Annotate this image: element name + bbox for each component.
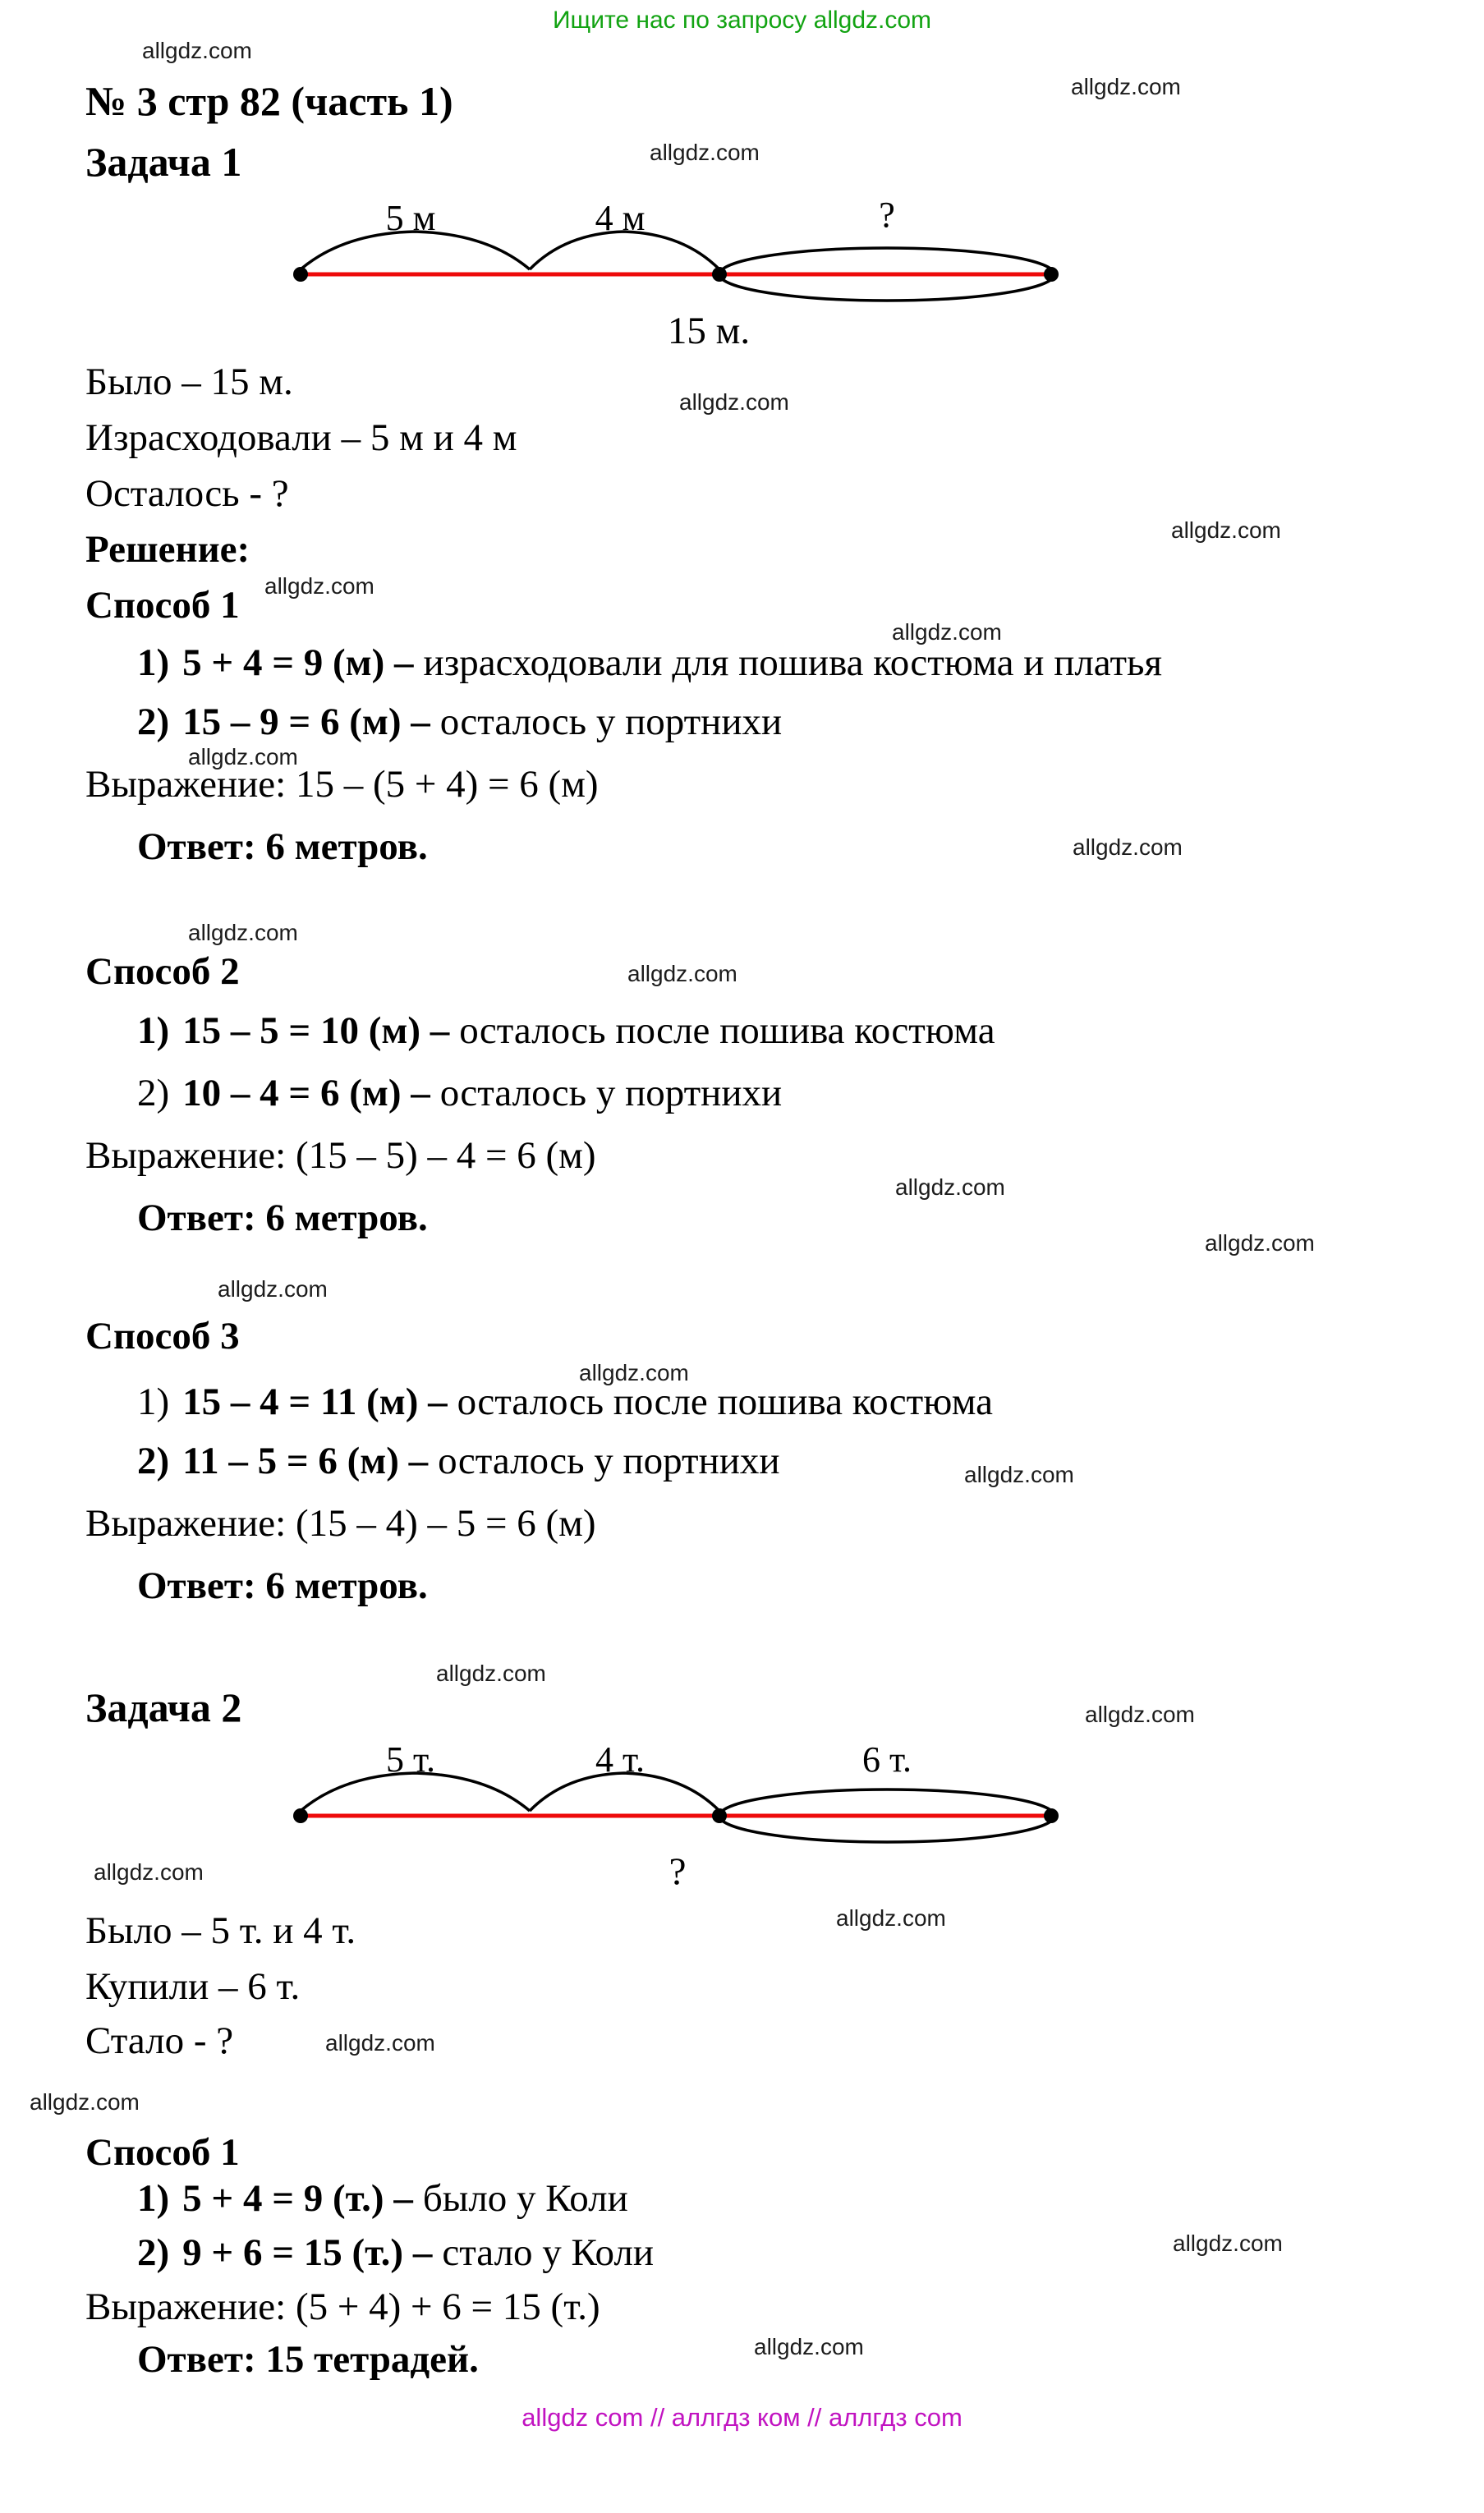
step-equation: 9 + 6 = 15 (т.) – [182,2231,433,2274]
step-equation: 11 – 5 = 6 (м) – [182,1440,429,1482]
expression-line: Выражение: 15 – (5 + 4) = 6 (м) [85,763,599,806]
step-number: 1) [137,1381,170,1423]
watermark: allgdz.com [579,1360,689,1385]
method-heading: Способ 1 [85,2131,240,2174]
step-description: осталось у портнихи [439,1072,783,1114]
midpoint-dot [712,1808,727,1823]
step-equation: 15 – 4 = 11 (м) – [182,1381,448,1423]
task1-total-label: 15 м. [667,310,751,352]
step-description: было у Коли [422,2177,628,2220]
given-line: Израсходовали – 5 м и 4 м [85,416,517,459]
method-heading: Способ 2 [85,950,240,993]
task2-segment2-label: 4 т. [595,1739,645,1780]
method-heading: Способ 1 [85,584,240,627]
method-heading: Способ 3 [85,1315,240,1358]
task1-segment3-label: ? [879,195,895,235]
watermark: allgdz.com [1071,74,1181,99]
step-number: 2) [137,1072,170,1114]
answer-line: Ответ: 15 тетрадей. [137,2338,479,2381]
expression-line: Выражение: (15 – 4) – 5 = 6 (м) [85,1502,596,1545]
watermark: allgdz.com [1205,1230,1315,1256]
step-line [137,1073,782,1115]
given-line: Было – 15 м. [85,361,293,403]
step-description: израсходовали для пошива костюма и платья [423,641,1163,684]
step-number: 1) [137,1009,170,1052]
watermark: allgdz.com [627,961,737,986]
step-equation: 5 + 4 = 9 (т.) – [182,2177,413,2220]
step-line [137,2232,654,2275]
task1-heading: Задача 1 [85,139,242,185]
task2-total-label: ? [668,1850,687,1893]
solution-label: Решение: [85,528,250,571]
step-equation: 10 – 4 = 6 (м) – [182,1072,430,1114]
step-number: 2) [137,1440,170,1482]
watermark: allgdz.com [142,38,252,63]
answer-line: Ответ: 6 метров. [137,825,428,868]
endpoint-dot [1044,1808,1059,1823]
given-line: Купили – 6 т. [85,1965,301,2008]
watermark: allgdz.com [1173,2230,1283,2256]
endpoint-dot [293,1808,308,1823]
step-equation: 5 + 4 = 9 (м) – [182,641,414,684]
watermark: allgdz.com [1073,834,1183,860]
watermark: allgdz.com [188,744,298,770]
watermark: allgdz.com [650,140,760,165]
step-line [137,1381,993,1424]
watermark: allgdz.com [754,2334,864,2359]
answer-line: Ответ: 6 метров. [137,1564,428,1607]
step-description: осталось у портнихи [439,701,783,743]
footer-search-terms: allgdz com // аллгдз ком // аллгдз com [521,2403,963,2432]
promo-banner: Ищите нас по запросу allgdz.com [552,7,932,34]
step-number: 2) [137,701,170,743]
step-description: осталось после пошива костюма [459,1009,995,1052]
step-description: осталось после пошива костюма [457,1381,993,1423]
watermark: allgdz.com [264,573,374,599]
watermark: allgdz.com [325,2030,435,2056]
watermark: allgdz.com [836,1905,946,1931]
given-line: Было – 5 т. и 4 т. [85,1909,356,1952]
watermark: allgdz.com [895,1174,1005,1200]
expression-line: Выражение: (15 – 5) – 4 = 6 (м) [85,1134,596,1177]
given-line: Осталось - ? [85,472,289,515]
task1-segment2-label: 4 м [595,198,646,238]
endpoint-dot [293,267,308,282]
task1-segment1-label: 5 м [385,198,436,238]
step-description: стало у Коли [442,2231,655,2274]
watermark: allgdz.com [218,1276,328,1302]
step-line [137,701,782,744]
watermark: allgdz.com [30,2089,140,2115]
step-line [137,642,1162,685]
page-title: № 3 стр 82 (часть 1) [85,78,453,124]
step-equation: 15 – 5 = 10 (м) – [182,1009,450,1052]
given-line: Стало - ? [85,2019,234,2062]
step-equation: 15 – 9 = 6 (м) – [182,701,430,743]
step-number: 1) [137,641,170,684]
watermark: allgdz.com [188,920,298,945]
step-number: 2) [137,2231,170,2274]
watermark: allgdz.com [892,619,1002,645]
midpoint-dot [712,267,727,282]
task2-segment1-label: 5 т. [386,1739,435,1780]
step-line [137,1010,995,1053]
step-number: 1) [137,2177,170,2220]
step-line [137,2178,628,2221]
watermark: allgdz.com [1085,1702,1195,1727]
expression-line: Выражение: (5 + 4) + 6 = 15 (т.) [85,2286,600,2328]
step-description: осталось у портнихи [438,1440,780,1482]
answer-line: Ответ: 6 метров. [137,1197,428,1239]
task2-heading: Задача 2 [85,1684,242,1730]
watermark: allgdz.com [94,1859,204,1885]
watermark: allgdz.com [1171,517,1281,543]
watermark: allgdz.com [679,389,789,415]
watermark: allgdz.com [436,1661,546,1686]
watermark: allgdz.com [964,1462,1074,1487]
endpoint-dot [1044,267,1059,282]
task2-segment3-label: 6 т. [862,1739,912,1780]
step-line [137,1440,780,1483]
